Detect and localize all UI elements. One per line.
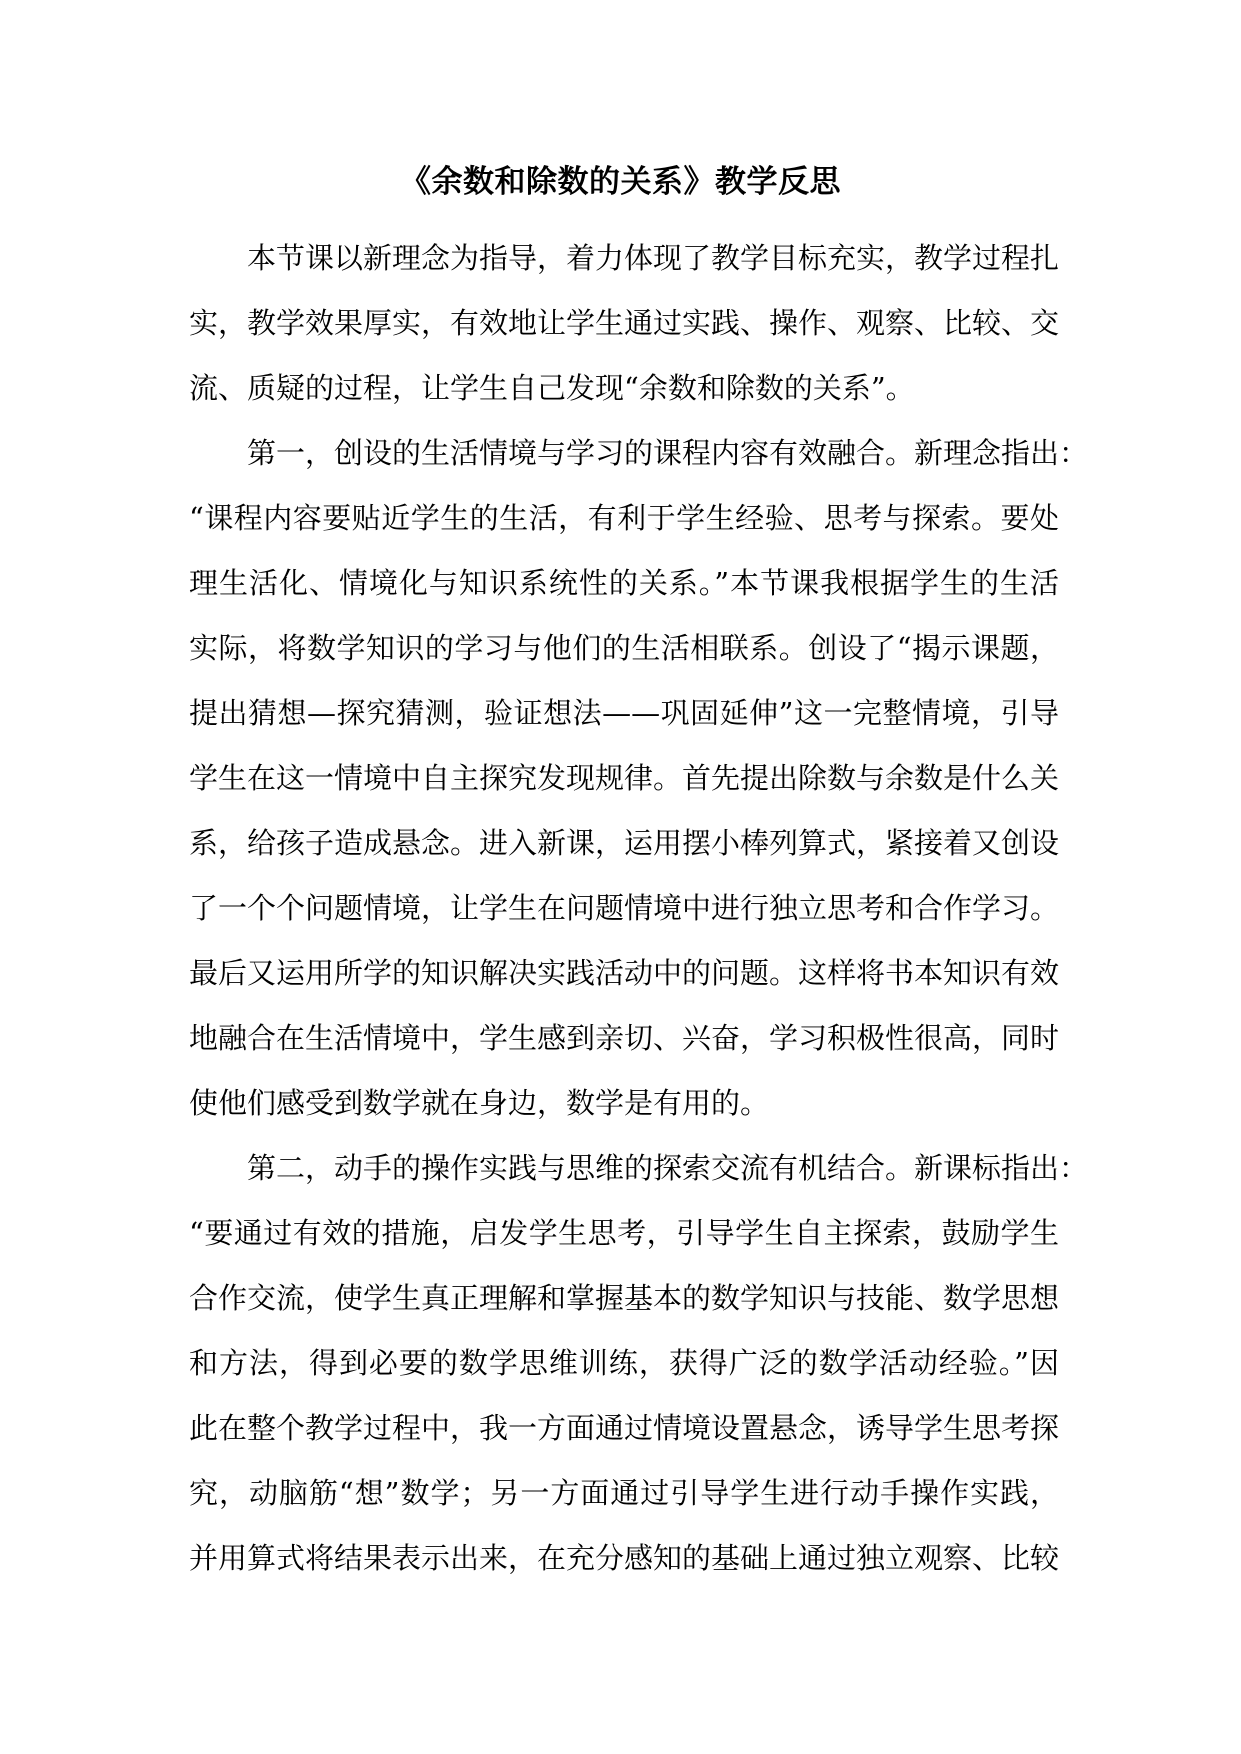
text-line: 流、质疑的过程，让学生自己发现“余数和除数的关系”。	[189, 371, 915, 405]
text-line: “课程内容要贴近学生的生活，有利于学生经验、思考与探索。要处	[189, 501, 1059, 535]
text-line: 使他们感受到数学就在身边，数学是有用的。	[189, 1086, 770, 1120]
document-title: 《余数和除数的关系》教学反思	[400, 164, 841, 200]
text-line: 系，给孩子造成悬念。进入新课，运用摆小棒列算式，紧接着又创设	[189, 826, 1060, 860]
text-line: 最后又运用所学的知识解决实践活动中的问题。这样将书本知识有效	[189, 956, 1060, 990]
text-line: 学生在这一情境中自主探究发现规律。首先提出除数与余数是什么关	[189, 761, 1060, 795]
text-line: 第二，动手的操作实践与思维的探索交流有机结合。新课标指出：	[247, 1151, 1089, 1185]
text-line: 和方法，得到必要的数学思维训练，获得广泛的数学活动经验。”因	[189, 1346, 1059, 1380]
text-line: 并用算式将结果表示出来，在充分感知的基础上通过独立观察、比较	[189, 1541, 1060, 1575]
text-line: 了一个个问题情境，让学生在问题情境中进行独立思考和合作学习。	[189, 891, 1060, 925]
paragraph-first-point	[189, 421, 1089, 1136]
text-line: 合作交流，使学生真正理解和掌握基本的数学知识与技能、数学思想	[189, 1281, 1060, 1315]
text-line: 此在整个教学过程中，我一方面通过情境设置悬念，诱导学生思考探	[189, 1411, 1060, 1445]
text-line: 究，动脑筋“想”数学；另一方面通过引导学生进行动手操作实践，	[189, 1476, 1059, 1510]
text-line: “要通过有效的措施，启发学生思考，引导学生自主探索，鼓励学生	[189, 1216, 1059, 1250]
text-line: 实，教学效果厚实，有效地让学生通过实践、操作、观察、比较、交	[189, 306, 1060, 340]
document-body	[189, 226, 1089, 1591]
text-line: 理生活化、情境化与知识系统性的关系。”本节课我根据学生的生活	[189, 566, 1059, 600]
text-line: 实际，将数学知识的学习与他们的生活相联系。创设了“揭示课题，	[189, 631, 1059, 665]
text-line: 本节课以新理念为指导，着力体现了教学目标充实，教学过程扎	[247, 241, 1060, 275]
paragraph-second-point	[189, 1136, 1089, 1591]
text-line: 地融合在生活情境中，学生感到亲切、兴奋，学习积极性很高，同时	[189, 1021, 1060, 1055]
paragraph-intro	[189, 226, 1059, 421]
text-line: 提出猜想—探究猜测，验证想法——巩固延伸”这一完整情境，引导	[189, 696, 1059, 730]
text-line: 第一，创设的生活情境与学习的课程内容有效融合。新理念指出：	[247, 436, 1089, 470]
